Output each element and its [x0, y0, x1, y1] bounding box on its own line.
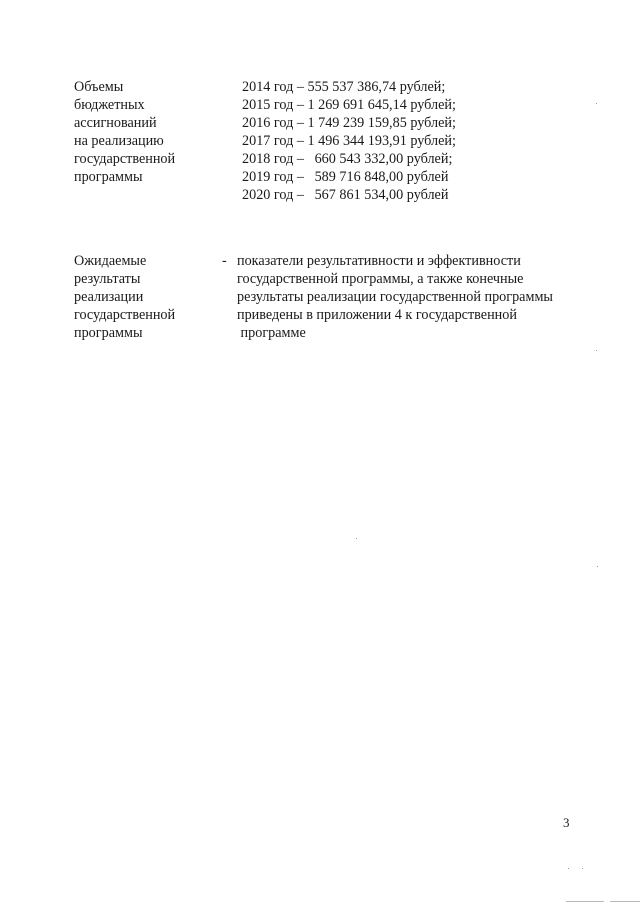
results-label-line-3: реализации [74, 289, 144, 305]
budget-year-2014: 2014 год – 555 537 386,74 рублей; [242, 79, 446, 95]
budget-year-2020: 2020 год – 567 861 534,00 рублей [242, 187, 449, 203]
budget-year-2019: 2019 год – 589 716 848,00 рублей [242, 169, 449, 185]
results-text-line-3: результаты реализации государственной программы [237, 289, 553, 305]
scan-speck [582, 868, 583, 869]
budget-label-line-6: программы [74, 169, 143, 185]
results-text-line-4: приведены в приложении 4 к государственной [237, 307, 517, 323]
scan-speck [568, 868, 569, 869]
budget-label-line-3: ассигнований [74, 115, 157, 131]
results-dash: - [222, 253, 227, 269]
budget-year-2015: 2015 год – 1 269 691 645,14 рублей; [242, 97, 456, 113]
budget-label-line-2: бюджетных [74, 97, 145, 113]
results-text-line-1: показатели результативности и эффективности [237, 253, 521, 269]
scan-speck [597, 566, 598, 567]
budget-label-line-5: государственной [74, 151, 176, 167]
results-text-line-5: программе [237, 325, 306, 341]
results-label-line-4: государственной [74, 307, 176, 323]
scan-rule [610, 901, 640, 902]
budget-year-2018: 2018 год – 660 543 332,00 рублей; [242, 151, 453, 167]
budget-label-line-1: Объемы [74, 79, 124, 95]
scan-rule [566, 901, 604, 902]
scan-speck [356, 538, 357, 539]
page-number: 3 [563, 815, 570, 830]
results-label-line-1: Ожидаемые [74, 253, 147, 269]
scan-speck [596, 103, 597, 104]
results-label-line-2: результаты [74, 271, 141, 287]
results-text-line-2: государственной программы, а также конечные [237, 271, 524, 287]
budget-label-line-4: на реализацию [74, 133, 164, 149]
budget-year-2017: 2017 год – 1 496 344 193,91 рублей; [242, 133, 456, 149]
scan-speck [596, 350, 597, 351]
results-label-line-5: программы [74, 325, 143, 341]
budget-year-2016: 2016 год – 1 749 239 159,85 рублей; [242, 115, 456, 131]
